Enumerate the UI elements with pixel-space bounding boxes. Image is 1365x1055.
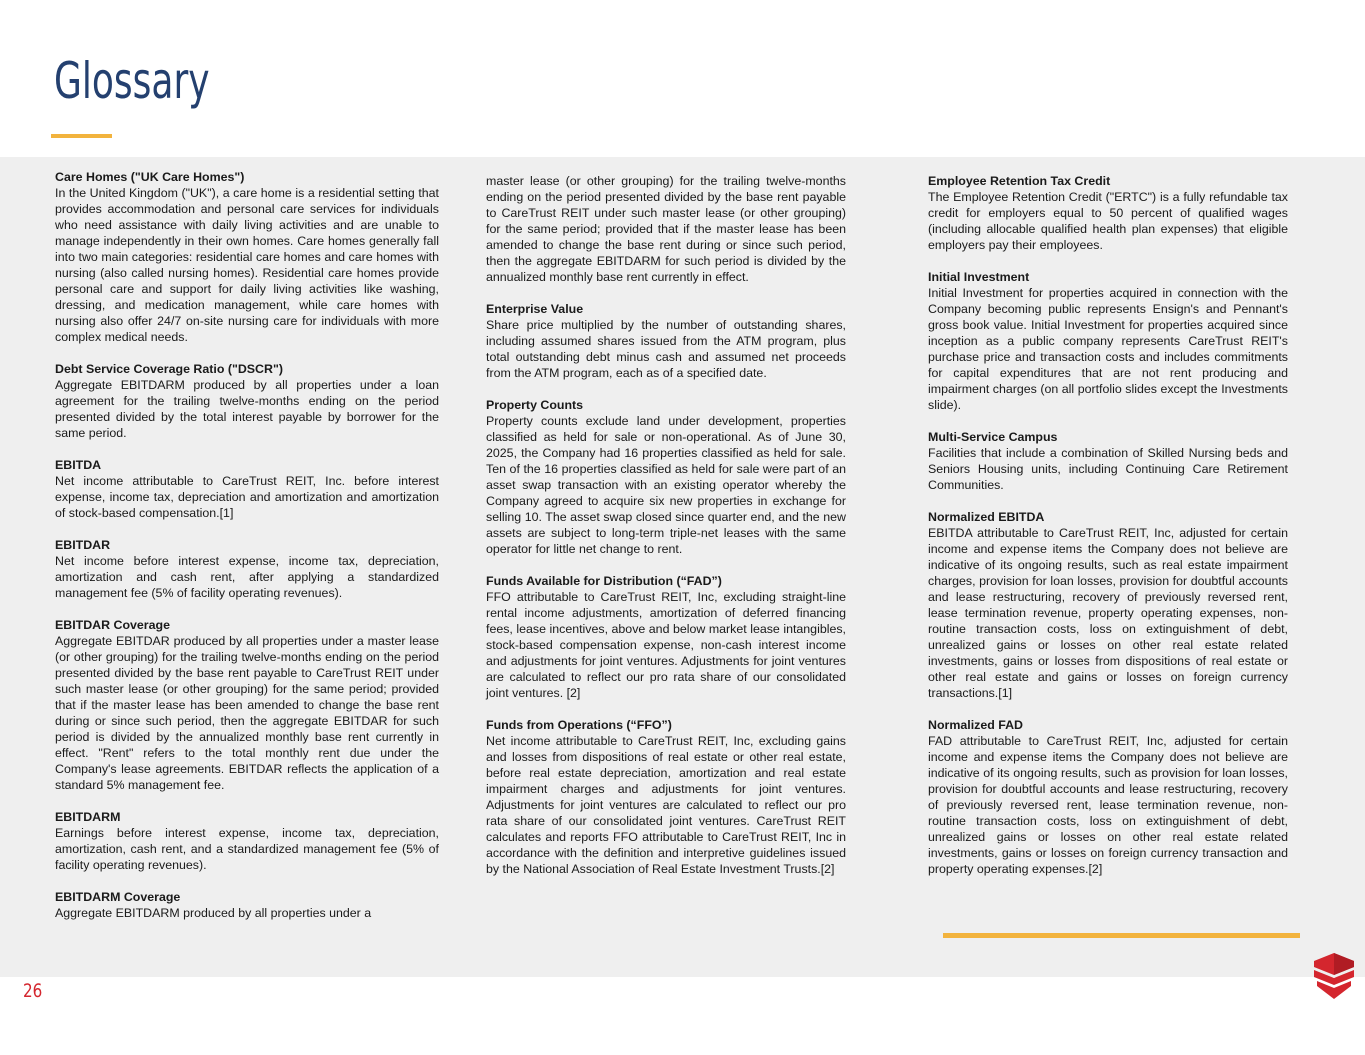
glossary-term: Employee Retention Tax Credit — [928, 174, 1111, 188]
glossary-entry — [55, 457, 439, 521]
glossary-definition: Net income before interest expense, income tax, depreciation, amortization and cash rent, after applying a standardized management fee (5% of facility operating revenues). — [55, 554, 439, 600]
glossary-definition: Net income attributable to CareTrust REIT, Inc, excluding gains and losses from dispositions of real estate or other real estate, before real estate depreciation, amortization and real estate impairment charges and adjustments for joint ventures. Adjustments for joint ventures are calculated to reflect our pro rata share of our consolidated joint ventures. CareTrust REIT calculates and reports FFO attributable to CareTrust REIT, Inc in accordance with the definition and interpretive guidelines issued by the National Association of Real Estate Investment Trusts.[2] — [486, 734, 846, 876]
glossary-definition: Aggregate EBITDAR produced by all properties under a master lease (or other grouping) for the trailing twelve-months ending on the period presented divided by the base rent payable to CareTrust REIT under such master lease (or other grouping) for the same period; provided that if the master lease has been amended to change the base rent during or since such period, then the aggregate EBITDAR for such period is divided by the annualized monthly base rent currently in effect. "Rent" refers to the total monthly rent due under the Company's lease agreements. EBITDAR reflects the application of a standard 5% management fee. — [55, 634, 439, 792]
glossary-entry — [486, 717, 846, 877]
glossary-term: Property Counts — [486, 398, 584, 412]
glossary-term: Debt Service Coverage Ratio ("DSCR") — [55, 362, 283, 376]
glossary-term: EBITDAR Coverage — [55, 618, 170, 632]
title-underline — [51, 134, 112, 138]
glossary-term: Enterprise Value — [486, 302, 584, 316]
glossary-term: Normalized FAD — [928, 718, 1024, 732]
glossary-definition: Aggregate EBITDARM produced by all properties under a loan agreement for the trailing twelve-months ending on the period presented divided by the total interest payable by borrower for the same period. — [55, 378, 439, 440]
glossary-definition: master lease (or other grouping) for the trailing twelve-months ending on the period presented divided by the base rent payable to CareTrust REIT under such master lease (or other grouping) for the same period; provided that if the master lease has been amended to change the base rent during or since such period, then the aggregate EBITDARM for such period is divided by the annualized monthly base rent currently in effect. — [486, 174, 846, 284]
glossary-entry — [928, 509, 1288, 701]
glossary-definition: Earnings before interest expense, income tax, depreciation, amortization, cash rent, and a standardized management fee (5% of facility operating revenues). — [55, 826, 439, 872]
glossary-term: EBITDA — [55, 458, 102, 472]
page-title: Glossary — [54, 52, 210, 110]
glossary-definition: The Employee Retention Credit ("ERTC") is a fully refundable tax credit for employers equal to 50 percent of qualified wages (including allocable qualified health plan expenses) that eligible employers pay their employees. — [928, 190, 1288, 252]
glossary-column-1 — [55, 169, 439, 937]
glossary-definition: Initial Investment for properties acquired in connection with the Company becoming public represents Ensign's and Pennant's gross book value. Initial Investment for properties acquired since inception as a public company represents CareTrust REIT's purchase price and transaction costs and includes commitments for capital expenditures that are not rent producing and impairment charges (on all portfolio slides except the Investments slide). — [928, 286, 1288, 412]
glossary-entry — [55, 537, 439, 601]
page-number: 26 — [23, 980, 43, 1002]
glossary-entry — [486, 573, 846, 701]
glossary-definition: Aggregate EBITDARM produced by all properties under a — [55, 906, 372, 920]
glossary-term: Care Homes ("UK Care Homes") — [55, 170, 245, 184]
glossary-term: Normalized EBITDA — [928, 510, 1045, 524]
bottom-accent-rule — [943, 933, 1300, 938]
glossary-term: Multi-Service Campus — [928, 430, 1058, 444]
glossary-definition: Share price multiplied by the number of outstanding shares, including assumed shares issued from the ATM program, plus total outstanding debt minus cash and assumed net proceeds from the ATM program, each as of a specified date. — [486, 318, 846, 380]
glossary-term: Funds from Operations (“FFO”) — [486, 718, 672, 732]
glossary-entry — [928, 717, 1288, 877]
glossary-entry — [928, 429, 1288, 493]
caretrust-logo-icon — [1313, 953, 1355, 999]
glossary-term: EBITDARM — [55, 810, 121, 824]
glossary-entry — [928, 269, 1288, 413]
glossary-definition: In the United Kingdom ("UK"), a care home is a residential setting that provides accommodation and personal care services for individuals who need assistance with daily living activities and are unable to manage independently in their own homes. Care homes generally fall into two main categories: residential care homes and care homes with nursing (also called nursing homes). Residential care homes provide personal care and support for daily living activities like washing, dressing, and medication management, while care homes with nursing also offer 24/7 on-site nursing care for individuals with more complex medical needs. — [55, 186, 439, 344]
glossary-entry — [55, 617, 439, 793]
glossary-definition: Net income attributable to CareTrust REIT, Inc. before interest expense, income tax, depreciation and amortization and amortization of stock-based compensation.[1] — [55, 474, 439, 520]
glossary-entry — [55, 809, 439, 873]
glossary-entry — [486, 301, 846, 381]
glossary-term: Funds Available for Distribution (“FAD”) — [486, 574, 722, 588]
glossary-column-2 — [486, 173, 846, 893]
glossary-entry — [55, 889, 439, 921]
glossary-term: Initial Investment — [928, 270, 1030, 284]
glossary-definition: Facilities that include a combination of Skilled Nursing beds and Seniors Housing units, including Continuing Care Retirement Communities. — [928, 446, 1288, 492]
glossary-entry — [486, 397, 846, 557]
glossary-entry — [55, 361, 439, 441]
glossary-definition: EBITDA attributable to CareTrust REIT, Inc, adjusted for certain income and expense items the Company does not believe are indicative of its ongoing results, such as real estate impairment charges, provision for loan losses, provision for doubtful accounts and lease restructuring, recovery of previously reversed rent, lease termination revenue, property operating expenses, non-routine transaction costs, loss on extinguishment of debt, unrealized gains or losses on other real estate related investments, gains or losses from dispositions of real estate or other real estate and gains or losses on foreign currency transactions.[1] — [928, 526, 1288, 700]
glossary-entry — [928, 173, 1288, 253]
glossary-entry — [486, 173, 846, 285]
glossary-definition: Property counts exclude land under development, properties classified as held for sale or non-operational. As of June 30, 2025, the Company had 16 properties classified as held for sale. Ten of the 16 properties classified as held for sale were part of an asset swap transaction with an existing operator whereby the Company agreed to acquire six new properties in exchange for selling 10. The asset swap closed since quarter end, and the new assets are subject to long-term triple-net leases with the same operator for little net change to rent. — [486, 414, 846, 556]
glossary-entry — [55, 169, 439, 345]
glossary-term: EBITDARM Coverage — [55, 890, 181, 904]
glossary-term: EBITDAR — [55, 538, 111, 552]
glossary-definition: FAD attributable to CareTrust REIT, Inc, adjusted for certain income and expense items the Company does not believe are indicative of its ongoing results, such as provision for loan losses, provision for doubtful accounts and lease restructuring, recovery of previously reversed rent, lease termination revenue, non-routine transaction costs, loss on extinguishment of debt, unrealized gains or losses on other real estate related investments, gains or losses on foreign currency transaction and property operating expenses.[2] — [928, 734, 1288, 876]
glossary-column-3 — [928, 173, 1288, 893]
glossary-definition: FFO attributable to CareTrust REIT, Inc, excluding straight-line rental income adjustments, amortization of deferred financing fees, lease incentives, above and below market lease intangibles, stock-based compensation expense, non-cash interest income and adjustments for joint ventures. Adjustments for joint ventures are calculated to reflect our pro rata share of our consolidated joint ventures. [2] — [486, 590, 846, 700]
